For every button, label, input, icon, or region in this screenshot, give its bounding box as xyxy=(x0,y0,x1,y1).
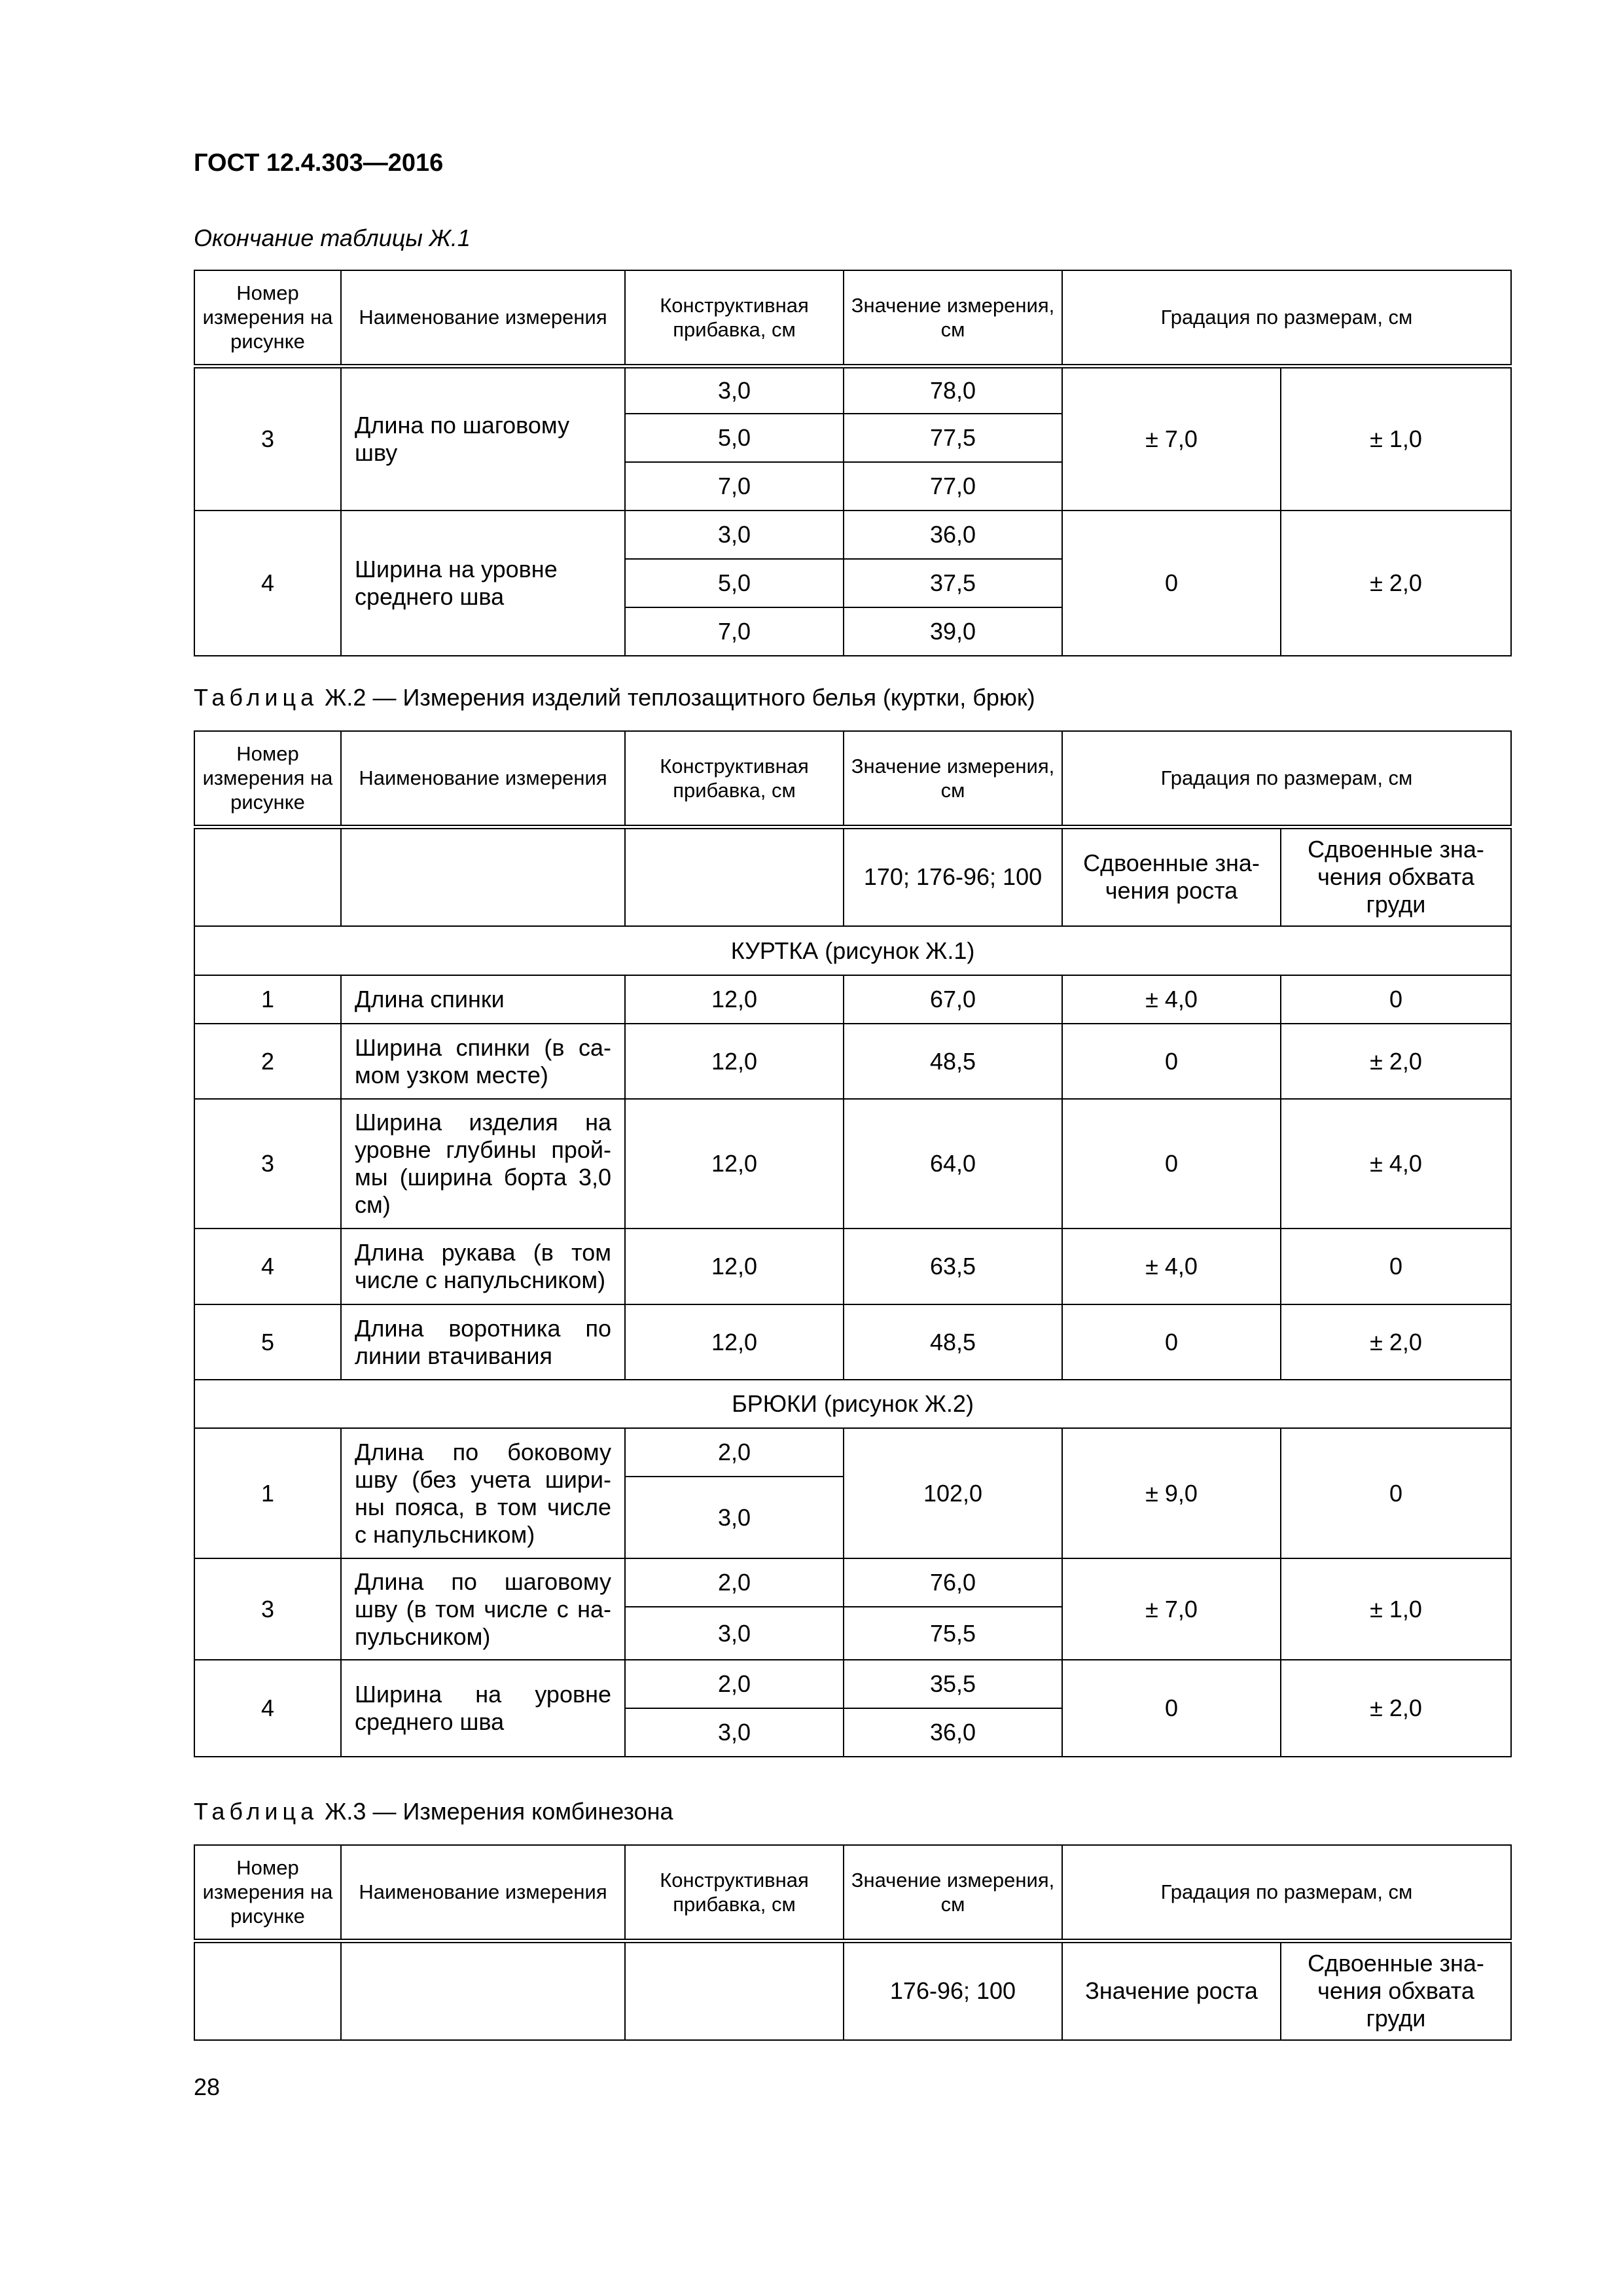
grad-chest-cell: ± 4,0 xyxy=(1281,1099,1511,1229)
table-row xyxy=(194,1558,1511,1607)
col-header-value: Значение измерения, см xyxy=(844,731,1062,827)
grad-chest-cell: ± 2,0 xyxy=(1281,1024,1511,1099)
empty-cell xyxy=(625,1941,844,2040)
col-header-name: Наименование измерения xyxy=(341,731,625,827)
allowance-cell: 5,0 xyxy=(625,414,844,462)
table-row xyxy=(194,1304,1511,1380)
document-code: ГОСТ 12.4.303—2016 xyxy=(194,149,444,177)
table-row xyxy=(194,1428,1511,1477)
grad-height-cell: 0 xyxy=(1062,1660,1281,1757)
value-cell: 76,0 xyxy=(844,1558,1062,1607)
table-row xyxy=(194,1660,1511,1708)
allowance-cell: 3,0 xyxy=(625,1708,844,1757)
allowance-cell: 5,0 xyxy=(625,559,844,607)
row-number: 2 xyxy=(194,1024,341,1099)
row-name: Длина рукава (в том числе с напульсником) xyxy=(341,1229,625,1304)
col-header-value: Значение измерения, см xyxy=(844,1845,1062,1941)
subheader-row xyxy=(194,1941,1511,2040)
table2-caption xyxy=(194,683,1035,712)
grad-height-cell: ± 9,0 xyxy=(1062,1428,1281,1558)
size-cell: 176-96; 100 xyxy=(844,1941,1062,2040)
grad-height-cell: 0 xyxy=(1062,511,1281,656)
table-row xyxy=(194,1229,1511,1304)
grad-height-cell: 0 xyxy=(1062,1304,1281,1380)
row-name: Ширина изделия на уровне глубины прой-мы (ширина борта 3,0 см) xyxy=(341,1099,625,1229)
grad-chest-cell: 0 xyxy=(1281,1428,1511,1558)
grad-height-cell: ± 7,0 xyxy=(1062,366,1281,511)
row-name: Ширина на уровне среднего шва xyxy=(341,1660,625,1757)
col-header-number: Номер измерения на рисунке xyxy=(194,731,341,827)
section-trousers: БРЮКИ (рисунок Ж.2) xyxy=(194,1380,1511,1428)
col-header-gradation: Градация по размерам, см xyxy=(1062,731,1511,827)
empty-cell xyxy=(194,827,341,926)
table-row xyxy=(194,511,1511,559)
col-header-number: Номер измерения на рисунке xyxy=(194,1845,341,1941)
table-3 xyxy=(194,1844,1512,2041)
col-header-gradation: Градация по размерам, см xyxy=(1062,270,1511,366)
empty-cell xyxy=(341,827,625,926)
value-cell: 48,5 xyxy=(844,1304,1062,1380)
size-cell: 170; 176-96; 100 xyxy=(844,827,1062,926)
value-cell: 37,5 xyxy=(844,559,1062,607)
value-cell: 75,5 xyxy=(844,1607,1062,1660)
table-2 xyxy=(194,730,1512,1757)
row-name: Длина по шаговому шву xyxy=(341,366,625,511)
allowance-cell: 2,0 xyxy=(625,1660,844,1708)
value-cell: 35,5 xyxy=(844,1660,1062,1708)
section-jacket: КУРТКА (рисунок Ж.1) xyxy=(194,926,1511,975)
value-cell: 48,5 xyxy=(844,1024,1062,1099)
row-number: 4 xyxy=(194,1229,341,1304)
table2-caption-label: Таблица xyxy=(194,684,319,711)
col-header-name: Наименование измерения xyxy=(341,270,625,366)
row-number: 4 xyxy=(194,511,341,656)
row-name: Ширина на уровне среднего шва xyxy=(341,511,625,656)
col-header-allowance: Конструктивная прибавка, см xyxy=(625,1845,844,1941)
table-row xyxy=(194,366,1511,414)
table-row xyxy=(194,975,1511,1024)
empty-cell xyxy=(625,827,844,926)
allowance-cell: 3,0 xyxy=(625,511,844,559)
row-number: 1 xyxy=(194,975,341,1024)
subheader-row xyxy=(194,827,1511,926)
allowance-cell: 12,0 xyxy=(625,1229,844,1304)
row-name: Длина по боковому шву (без учета шири-ны пояса, в том числе с напульсником) xyxy=(341,1428,625,1558)
col-header-value: Значение измерения, см xyxy=(844,270,1062,366)
row-number: 3 xyxy=(194,366,341,511)
allowance-cell: 7,0 xyxy=(625,462,844,511)
table-row xyxy=(194,1099,1511,1229)
page-number: 28 xyxy=(194,2073,221,2100)
table3-caption-title: Ж.3 — Измерения комбинезона xyxy=(325,1798,673,1825)
row-name: Длина спинки xyxy=(341,975,625,1024)
row-name: Длина воротника по линии втачивания xyxy=(341,1304,625,1380)
allowance-cell: 12,0 xyxy=(625,1099,844,1229)
col-header-number: Номер измерения на рисунке xyxy=(194,270,341,366)
chest-col-cell: Сдвоенные зна-чения обхвата груди xyxy=(1281,827,1511,926)
value-cell: 36,0 xyxy=(844,511,1062,559)
allowance-cell: 3,0 xyxy=(625,1607,844,1660)
grad-height-cell: ± 7,0 xyxy=(1062,1558,1281,1660)
grad-chest-cell: ± 1,0 xyxy=(1281,366,1511,511)
row-number: 4 xyxy=(194,1660,341,1757)
grad-height-cell: ± 4,0 xyxy=(1062,975,1281,1024)
table-row xyxy=(194,1024,1511,1099)
table1-continuation-caption: Окончание таблицы Ж.1 xyxy=(194,224,471,251)
empty-cell xyxy=(194,1941,341,2040)
allowance-cell: 3,0 xyxy=(625,366,844,414)
row-number: 3 xyxy=(194,1099,341,1229)
row-name: Ширина спинки (в са-мом узком месте) xyxy=(341,1024,625,1099)
value-cell: 77,5 xyxy=(844,414,1062,462)
value-cell: 102,0 xyxy=(844,1428,1062,1558)
value-cell: 78,0 xyxy=(844,366,1062,414)
allowance-cell: 2,0 xyxy=(625,1558,844,1607)
value-cell: 39,0 xyxy=(844,607,1062,656)
col-header-allowance: Конструктивная прибавка, см xyxy=(625,270,844,366)
table3-caption-label: Таблица xyxy=(194,1798,319,1825)
row-number: 5 xyxy=(194,1304,341,1380)
allowance-cell: 12,0 xyxy=(625,1024,844,1099)
grad-chest-cell: ± 2,0 xyxy=(1281,1660,1511,1757)
grad-chest-cell: ± 2,0 xyxy=(1281,1304,1511,1380)
grad-chest-cell: 0 xyxy=(1281,975,1511,1024)
height-col-cell: Сдвоенные зна-чения роста xyxy=(1062,827,1281,926)
row-number: 1 xyxy=(194,1428,341,1558)
grad-height-cell: ± 4,0 xyxy=(1062,1229,1281,1304)
col-header-name: Наименование измерения xyxy=(341,1845,625,1941)
grad-chest-cell: ± 2,0 xyxy=(1281,511,1511,656)
grad-chest-cell: 0 xyxy=(1281,1229,1511,1304)
value-cell: 67,0 xyxy=(844,975,1062,1024)
row-number: 3 xyxy=(194,1558,341,1660)
grad-height-cell: 0 xyxy=(1062,1099,1281,1229)
grad-chest-cell: ± 1,0 xyxy=(1281,1558,1511,1660)
chest-col-cell: Сдвоенные зна-чения обхвата груди xyxy=(1281,1941,1511,2040)
table2-caption-title: Ж.2 — Измерения изделий теплозащитного белья (куртки, брюк) xyxy=(325,684,1035,711)
allowance-cell: 12,0 xyxy=(625,1304,844,1380)
value-cell: 77,0 xyxy=(844,462,1062,511)
value-cell: 36,0 xyxy=(844,1708,1062,1757)
value-cell: 64,0 xyxy=(844,1099,1062,1229)
col-header-allowance: Конструктивная прибавка, см xyxy=(625,731,844,827)
table3-caption xyxy=(194,1797,673,1826)
col-header-gradation: Градация по размерам, см xyxy=(1062,1845,1511,1941)
grad-height-cell: 0 xyxy=(1062,1024,1281,1099)
value-cell: 63,5 xyxy=(844,1229,1062,1304)
allowance-cell: 12,0 xyxy=(625,975,844,1024)
allowance-cell: 3,0 xyxy=(625,1477,844,1558)
row-name: Длина по шаговому шву (в том числе с на-пульсником) xyxy=(341,1558,625,1660)
allowance-cell: 7,0 xyxy=(625,607,844,656)
empty-cell xyxy=(341,1941,625,2040)
allowance-cell: 2,0 xyxy=(625,1428,844,1477)
table-1-continuation xyxy=(194,270,1512,656)
height-col-cell: Значение роста xyxy=(1062,1941,1281,2040)
